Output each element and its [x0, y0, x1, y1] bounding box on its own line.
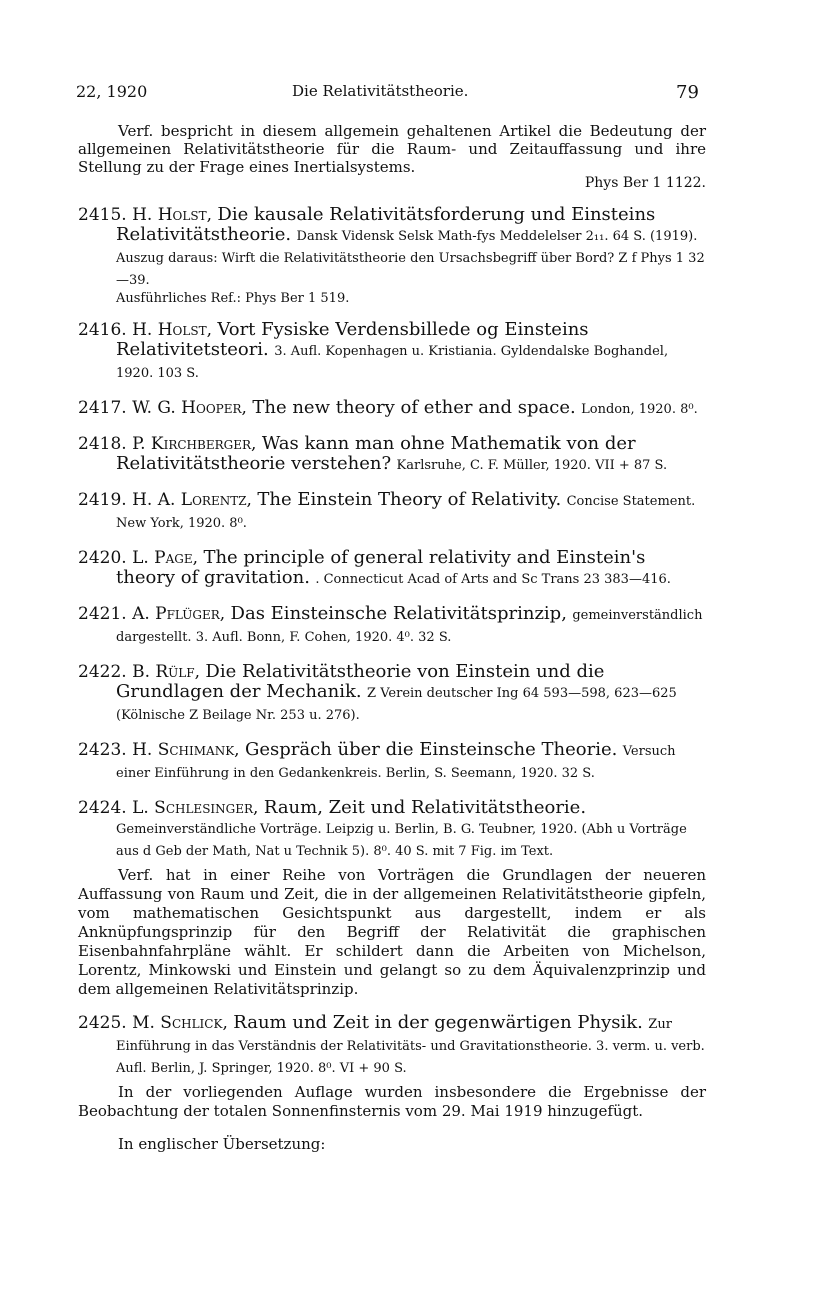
entry-number: 2423.	[78, 740, 127, 760]
entry-2423	[78, 740, 706, 784]
entry-number: 2421.	[78, 604, 127, 624]
entry-author: L. Schlesinger,	[132, 798, 259, 818]
entry-number: 2416.	[78, 320, 127, 340]
entry-publication: . Connecticut Acad of Arts and Sc Trans 23 383—416.	[315, 572, 671, 587]
entry-number: 2419.	[78, 490, 127, 510]
entry-publication: Z Verein deutscher Ing 64 593—598, 623—625 (Kölnische Z Beilage Nr. 253 u. 276).	[116, 686, 677, 723]
entry-2425	[78, 1013, 706, 1154]
entry-title: Vort Fysiske Verdensbillede og Einsteins Relativitetsteori.	[116, 319, 589, 360]
entry-2421	[78, 604, 706, 648]
entry-number: 2418.	[78, 434, 127, 454]
entry-number: 2424.	[78, 798, 127, 818]
entry-2416	[78, 320, 706, 384]
entry-author: H. A. Lorentz,	[132, 490, 252, 510]
entry-author: P. Kirchberger,	[132, 434, 257, 454]
entry-author: H. Holst,	[132, 205, 212, 225]
entry-publication: Versuch einer Einführung in den Gedankenkreis. Berlin, S. Seemann, 1920. 32 S.	[116, 744, 676, 781]
entry-title: Was kann man ohne Mathematik von der Relativitätstheorie verstehen?	[116, 433, 636, 474]
entry-publication: Karlsruhe, C. F. Müller, 1920. VII + 87 S.	[396, 458, 668, 473]
entry-author: L. Page,	[132, 548, 199, 568]
entry-publication: London, 1920. 8⁰.	[581, 402, 698, 417]
intro-ref: Phys Ber 1 1122.	[584, 175, 706, 191]
header-date: 22, 1920	[76, 82, 148, 101]
intro-text: Verf. bespricht in diesem allgemein gehaltenen Artikel die Bedeutung der allgemeinen Relativitätstheorie für die Raum- und Zeitauffassung und ihre Stellung zu der Frage eines Inertialsystems.	[78, 122, 706, 176]
entry-title: Gespräch über die Einsteinsche Theorie.	[244, 739, 618, 760]
content	[78, 122, 706, 1154]
entry-title: Raum und Zeit in der gegenwärtigen Physik.	[233, 1012, 643, 1033]
entry-2418	[78, 434, 706, 476]
entry-2419	[78, 490, 706, 534]
entry-author: M. Schlick,	[132, 1013, 228, 1033]
entry-2420	[78, 548, 706, 590]
entry-author: B. Rülf,	[132, 662, 200, 682]
entry-publication: Dansk Vidensk Selsk Math-fys Meddelelser 2₁₁. 64 S. (1919). Auszug daraus: Wirft die Relativitätstheorie den Ursachsbegriff über Bord? Z f Phys 1 32—39.	[116, 229, 705, 288]
entry-abstract: In der vorliegenden Auflage wurden insbesondere die Ergebnisse der Beobachtung der totalen Sonnenfinsternis vom 29. Mai 1919 hinzugefügt.	[78, 1083, 706, 1120]
entry-author: H. Holst,	[132, 320, 212, 340]
entry-note: Ausführliches Ref.: Phys Ber 1 519.	[116, 291, 350, 306]
entry-publication: Concise Statement. New York, 1920. 8⁰.	[116, 494, 696, 531]
entry-number: 2422.	[78, 662, 127, 682]
entry-author: H. Schimank,	[132, 740, 240, 760]
entry-2424	[78, 798, 706, 999]
entry-abstract: Verf. hat in einer Reihe von Vorträgen die Grundlagen der neueren Auffassung von Raum und Zeit, die in der allgemeinen Relativitätstheorie gipfeln, vom mathematischen Gesichtspunkt aus dargestellt, indem er als Anknüpfungsprinzip für den Begriff der Relativität die graphischen Eisenbahnfahrpläne wählt. Er schildert dann die Arbeiten von Michelson, Lorentz, Minkowski und Einstein und gelangt so zu dem Äquivalenzprinzip und dem allgemeinen Relativitätsprinzip.	[78, 866, 706, 998]
entry-2415	[78, 205, 706, 306]
entry-title: Das Einsteinsche Relativitätsprinzip,	[230, 603, 567, 624]
entry-number: 2425.	[78, 1013, 127, 1033]
entry-title: Die Relativitätstheorie von Einstein und die Grundlagen der Mechanik.	[116, 661, 605, 702]
page-number: 79	[676, 82, 699, 103]
header-title: Die Relativitätstheorie.	[292, 82, 469, 100]
entry-title: Die kausale Relativitätsforderung und Einsteins Relativitätstheorie.	[116, 204, 656, 245]
entry-publication: gemeinverständlich dargestellt. 3. Aufl. Bonn, F. Cohen, 1920. 4⁰. 32 S.	[116, 608, 703, 645]
entry-title: Raum, Zeit und Relativitätstheorie.	[263, 797, 587, 818]
translation-note: In englischer Übersetzung:	[118, 1135, 326, 1153]
entry-title: The new theory of ether and space.	[252, 397, 576, 418]
entry-author: A. Pflüger,	[132, 604, 226, 624]
entry-title: The principle of general relativity and Einstein's theory of gravitation.	[116, 547, 646, 588]
entry-author: W. G. Hooper,	[132, 398, 247, 418]
entry-2417	[78, 398, 706, 420]
entry-title: The Einstein Theory of Relativity.	[257, 489, 562, 510]
entry-number: 2417.	[78, 398, 127, 418]
entry-publication: Gemeinverständliche Vorträge. Leipzig u. Berlin, B. G. Teubner, 1920. (Abh u Vorträge aus d Geb der Math, Nat u Technik 5). 8⁰. 40 S. mit 7 Fig. im Text.	[116, 822, 687, 859]
entry-number: 2415.	[78, 205, 127, 225]
entry-2422	[78, 662, 706, 726]
entry-publication: Zur Einführung in das Verständnis der Relativitäts- und Gravitationstheorie. 3. verm. u. verb. Aufl. Berlin, J. Springer, 1920. 8⁰. VI + 90 S.	[116, 1017, 705, 1076]
entry-number: 2420.	[78, 548, 127, 568]
entry-publication: 3. Aufl. Kopenhagen u. Kristiania. Gyldendalske Boghandel, 1920. 103 S.	[116, 344, 669, 381]
